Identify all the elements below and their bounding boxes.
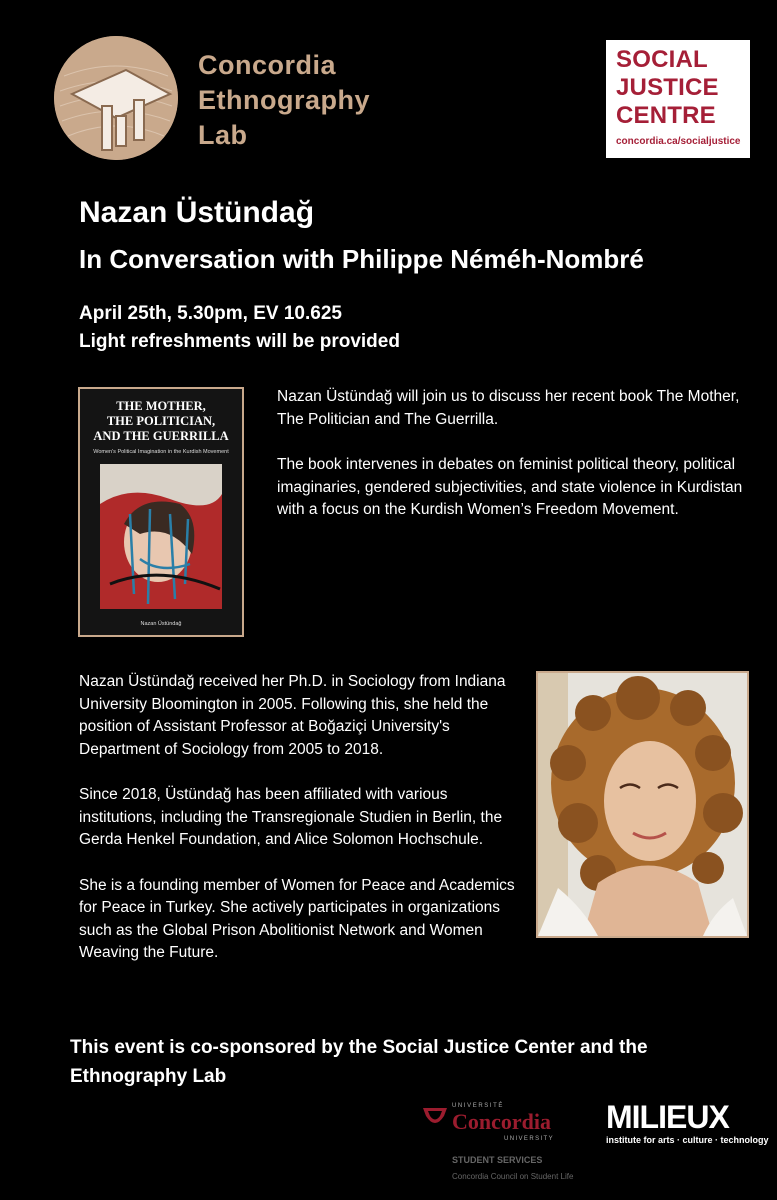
milieux-logo [606,1100,769,1145]
sjc-line-3: CENTRE [616,102,716,129]
lab-name-line-1: Concordia [198,50,337,80]
event-subtitle: In Conversation with Philippe Néméh-Nombré [79,244,644,274]
book-cover-subtitle: Women's Political Imagination in the Kurdish Movement [93,449,229,455]
milieux-tagline: institute for arts · culture · technology [606,1135,769,1145]
book-description [277,386,747,545]
sjc-line-1: SOCIAL [616,46,708,73]
bio-paragraph-3: She is a founding member of Women for Peace and Academics for Peace in Turkey. She actively participates in organizations such as the Global Prison Abolitionist Network and Women Weaving the Future. [79,876,515,961]
concordia-crest-icon [422,1106,448,1130]
milieux-wordmark: MILIEUX [606,1099,729,1135]
book-description-paragraph-1: Nazan Üstündağ will join us to discuss her recent book The Mother, The Politician and The Guerrilla. [277,388,740,428]
lab-name-line-3: Lab [198,120,248,150]
sponsor-statement: This event is co-sponsored by the Social Justice Center and the Ethnography Lab [70,1037,648,1087]
table-emblem-icon [54,36,178,160]
event-refreshments: Light refreshments will be provided [79,331,400,352]
event-details [79,300,400,356]
speaker-bio [79,671,519,988]
bio-paragraph-2: Since 2018, Üstündağ has been affiliated with various institutions, including the Transregionale Studien in Berlin, the Gerda Henkel Foundation, and Alice Solomon Hochschule. [79,786,503,848]
concordia-universite-label: UNIVERSITÉ [452,1103,505,1109]
book-description-paragraph-2: The book intervenes in debates on feminist political theory, political imaginaries, gendered subjectivities, and state violence in Kurdistan with a focus on the Kurdish Women’s Freedom Movement. [277,456,743,518]
book-cover-author: Nazan Üstündağ [140,621,182,627]
lab-name-line-2: Ethnography [198,85,370,115]
ethnography-lab-name [198,48,370,153]
book-cover-artwork [100,464,222,609]
speaker-photo [536,671,749,938]
ethnography-lab-logo-mark [54,36,178,160]
concordia-wordmark: Concordia [452,1109,551,1134]
sjc-line-2: JUSTICE [616,74,719,101]
student-services-label: STUDENT SERVICES [452,1155,543,1165]
speaker-portrait-image [538,673,747,936]
ccsl-label: Concordia Council on Student Life [452,1172,574,1181]
book-cover-title-line-1: THE MOTHER, [116,399,206,413]
social-justice-centre-logo [606,40,750,158]
concordia-university-label: UNIVERSITY [504,1136,555,1142]
book-cover-title [80,399,242,444]
book-cover-image [78,387,244,637]
book-cover-title-line-2: THE POLITICIAN, [106,414,216,428]
sjc-url: concordia.ca/socialjustice [616,136,741,147]
event-datetime: April 25th, 5.30pm, EV 10.625 [79,303,342,324]
concordia-student-services-logo [422,1100,582,1190]
book-cover-title-line-3: AND THE GUERRILLA [93,429,229,443]
event-title: Nazan Üstündağ [79,196,315,229]
bio-paragraph-1: Nazan Üstündağ received her Ph.D. in Sociology from Indiana University Bloomington in 2005. Following this, she held the position of Assistant Professor at Boğaziçi University's Department of Sociology from 2005 to 2018. [79,673,506,758]
